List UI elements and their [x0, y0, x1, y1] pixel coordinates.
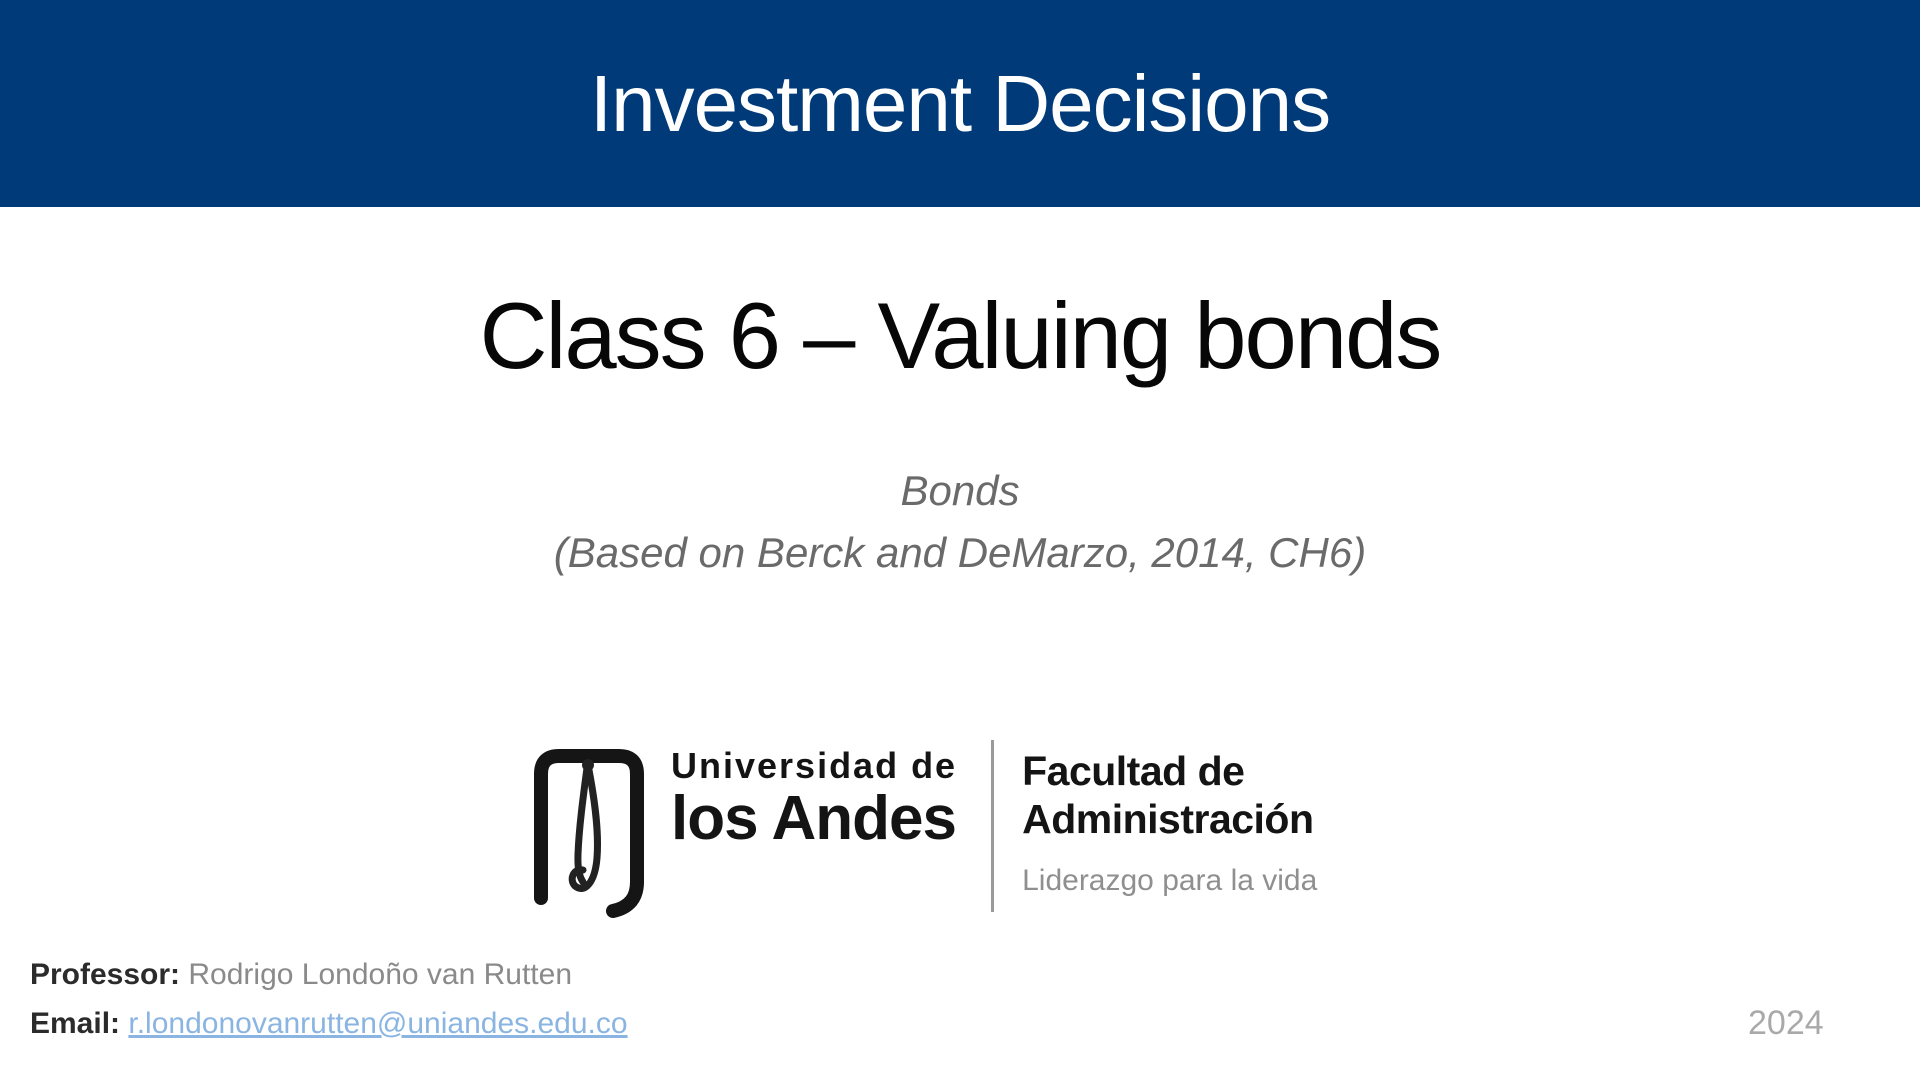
slide-year: 2024 [1748, 1004, 1824, 1042]
slide-title: Class 6 – Valuing bonds [479, 283, 1441, 388]
faculty-name-line-1: Facultad de [1022, 748, 1245, 794]
logo-divider [991, 740, 994, 912]
professor-line [30, 950, 628, 999]
university-name-line-2: los Andes [671, 783, 956, 853]
email-line [30, 999, 628, 1048]
uniandes-logo-icon [523, 736, 655, 920]
faculty-name [1022, 748, 1317, 898]
email-link[interactable]: r.londonovanrutten@uniandes.edu.co [128, 1007, 628, 1040]
university-name [671, 746, 957, 851]
faculty-tagline: Liderazgo para la vida [1022, 863, 1318, 897]
subtitle-line-2: (Based on Berck and DeMarzo, 2014, CH6) [553, 529, 1367, 576]
title-banner [0, 0, 1920, 207]
email-label: Email: [30, 1007, 121, 1040]
university-name-line-1: Universidad de [671, 745, 958, 786]
banner-title: Investment Decisions [589, 58, 1331, 148]
footer-contact [30, 950, 628, 1048]
slide-subtitle [0, 460, 1920, 584]
professor-label: Professor: [30, 958, 181, 991]
professor-name: Rodrigo Londoño van Rutten [188, 958, 573, 991]
subtitle-line-1: Bonds [900, 467, 1020, 514]
university-logo [523, 736, 1317, 920]
faculty-name-line-2: Administración [1022, 795, 1314, 842]
